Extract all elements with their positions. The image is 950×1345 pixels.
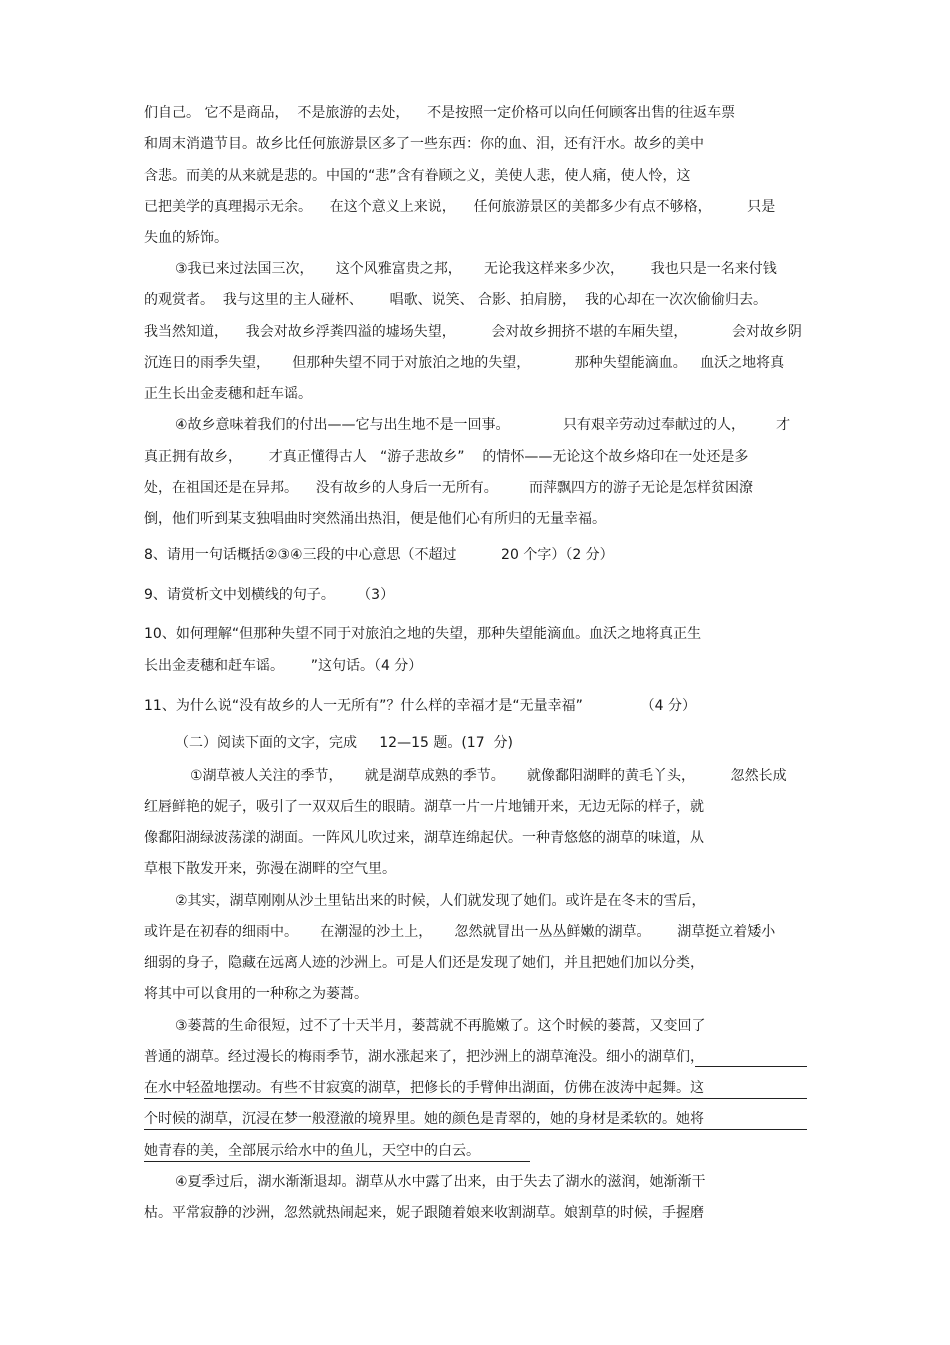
text-line: ①湖草被人关注的季节， 就是湖草成熟的季节。 就像鄱阳湖畔的黄毛丫头， 忽然长成 (190, 768, 787, 784)
text-line: 细弱的身子，隐藏在远离人迹的沙洲上。可是人们还是发现了她们，并且把她们加以分类， (144, 955, 704, 971)
text-line: ③蒌蒿的生命很短，过不了十天半月，蒌蒿就不再脆嫩了。这个时候的蒌蒿，又变回了 (175, 1018, 706, 1034)
underlined-text-line: 她青春的美，全部展示给水中的鱼儿，天空中的白云。 (144, 1143, 480, 1159)
text-line: 像鄱阳湖绿波荡漾的湖面。一阵风儿吹过来，湖草连绵起伏。一种青悠悠的湖草的味道，从 (144, 830, 704, 846)
text-line: 草根下散发开来，弥漫在湖畔的空气里。 (144, 861, 396, 877)
text-line: 的观赏者。 我与这里的主人碰杯、 唱歌、说笑、 合影、拍肩膀， 我的心却在一次次偷偷归去。 (144, 292, 767, 308)
text-line: ③我已来过法国三次， 这个风雅富贵之邦， 无论我这样来多少次， 我也只是一名来付钱 (175, 261, 777, 277)
text-line: 倒，他们听到某支独唱曲时突然涌出热泪，便是他们心有所归的无量幸福。 (144, 511, 606, 527)
text-line: 已把美学的真理揭示无余。 在这个意义上来说， 任何旅游景区的美都多少有点不够格， 只是 (144, 199, 776, 215)
text-line: 含悲。而美的从来就是悲的。中国的“悲”含有眷顾之义，美使人悲，使人痛，使人怜，这 (144, 168, 691, 184)
text-line: 和周末消遣节目。故乡比任何旅游景区多了一些东西：你的血、泪，还有汗水。故乡的美中 (144, 136, 704, 152)
text-line: 长出金麦穗和赶车谣。 ”这句话。（4 分） (144, 658, 423, 674)
text-line: 枯。平常寂静的沙洲，忽然就热闹起来，妮子跟随着娘来收割湖草。娘割草的时候，手握磨 (144, 1205, 704, 1221)
text-line: 真正拥有故乡， 才真正懂得古人 “游子悲故乡” 的情怀——无论这个故乡烙印在一处还是多 (144, 449, 749, 465)
underline (695, 1066, 807, 1067)
question-11: 11、为什么说“没有故乡的人一无所有”？什么样的幸福才是“无量幸福” （4 分） (144, 698, 697, 714)
text-line: ④夏季过后，湖水渐渐退却。湖草从水中露了出来，由于失去了湖水的滋润，她渐渐干 (175, 1174, 706, 1190)
text-line: 我当然知道， 我会对故乡浮粪四溢的墟场失望， 会对故乡拥挤不堪的车厢失望， 会对故乡阴 (144, 324, 802, 340)
underline (144, 1098, 807, 1099)
text-line: 将其中可以食用的一种称之为蒌蒿。 (144, 986, 368, 1002)
text-line: ④故乡意味着我们的付出——它与出生地不是一回事。 只有艰辛劳动过奉献过的人， 才 (175, 417, 791, 433)
question-8: 8、请用一句话概括②③④三段的中心意思（不超过 20 个字）（2 分） (144, 547, 614, 563)
text-line: 失血的矫饰。 (144, 230, 228, 246)
underline (144, 1129, 807, 1130)
text-line: 们自己。 它不是商品， 不是旅游的去处， 不是按照一定价格可以向任何顾客出售的往返车票 (144, 105, 736, 121)
text-line: 红唇鲜艳的妮子，吸引了一双双后生的眼睛。湖草一片一片地铺开来，无边无际的样子，就 (144, 799, 704, 815)
section-heading: （二）阅读下面的文字，完成 12—15 题。(17 分) (175, 735, 513, 751)
text-line: 沉连日的雨季失望， 但那种失望不同于对旅泊之地的失望， 那种失望能滴血。 血沃之地将真 (144, 355, 785, 371)
text-line: 正生长出金麦穗和赶车谣。 (144, 386, 312, 402)
text-line: 或许是在初春的细雨中。 在潮湿的沙土上， 忽然就冒出一丛丛鲜嫩的湖草。 湖草挺立着矮小 (144, 924, 776, 940)
question-10: 10、如何理解“但那种失望不同于对旅泊之地的失望，那种失望能滴血。血沃之地将真正生 (144, 626, 702, 642)
text-line: ②其实，湖草刚刚从沙土里钻出来的时候，人们就发现了她们。或许是在冬末的雪后， (175, 893, 706, 909)
underlined-text-line: 个时候的湖草，沉浸在梦一般澄澈的境界里。她的颜色是青翠的，她的身材是柔软的。她将 (144, 1111, 704, 1127)
text-line: 普通的湖草。经过漫长的梅雨季节，湖水涨起来了，把沙洲上的湖草淹没。细小的湖草们， (144, 1049, 704, 1065)
underlined-text-line: 在水中轻盈地摆动。有些不甘寂寞的湖草，把修长的手臂伸出湖面，仿佛在波涛中起舞。这 (144, 1080, 704, 1096)
text-line: 处，在祖国还是在异邦。 没有故乡的人身后一无所有。 而萍飘四方的游子无论是怎样贫困潦 (144, 480, 753, 496)
underline (144, 1161, 530, 1162)
question-9: 9、请赏析文中划横线的句子。 （3） (144, 587, 395, 603)
